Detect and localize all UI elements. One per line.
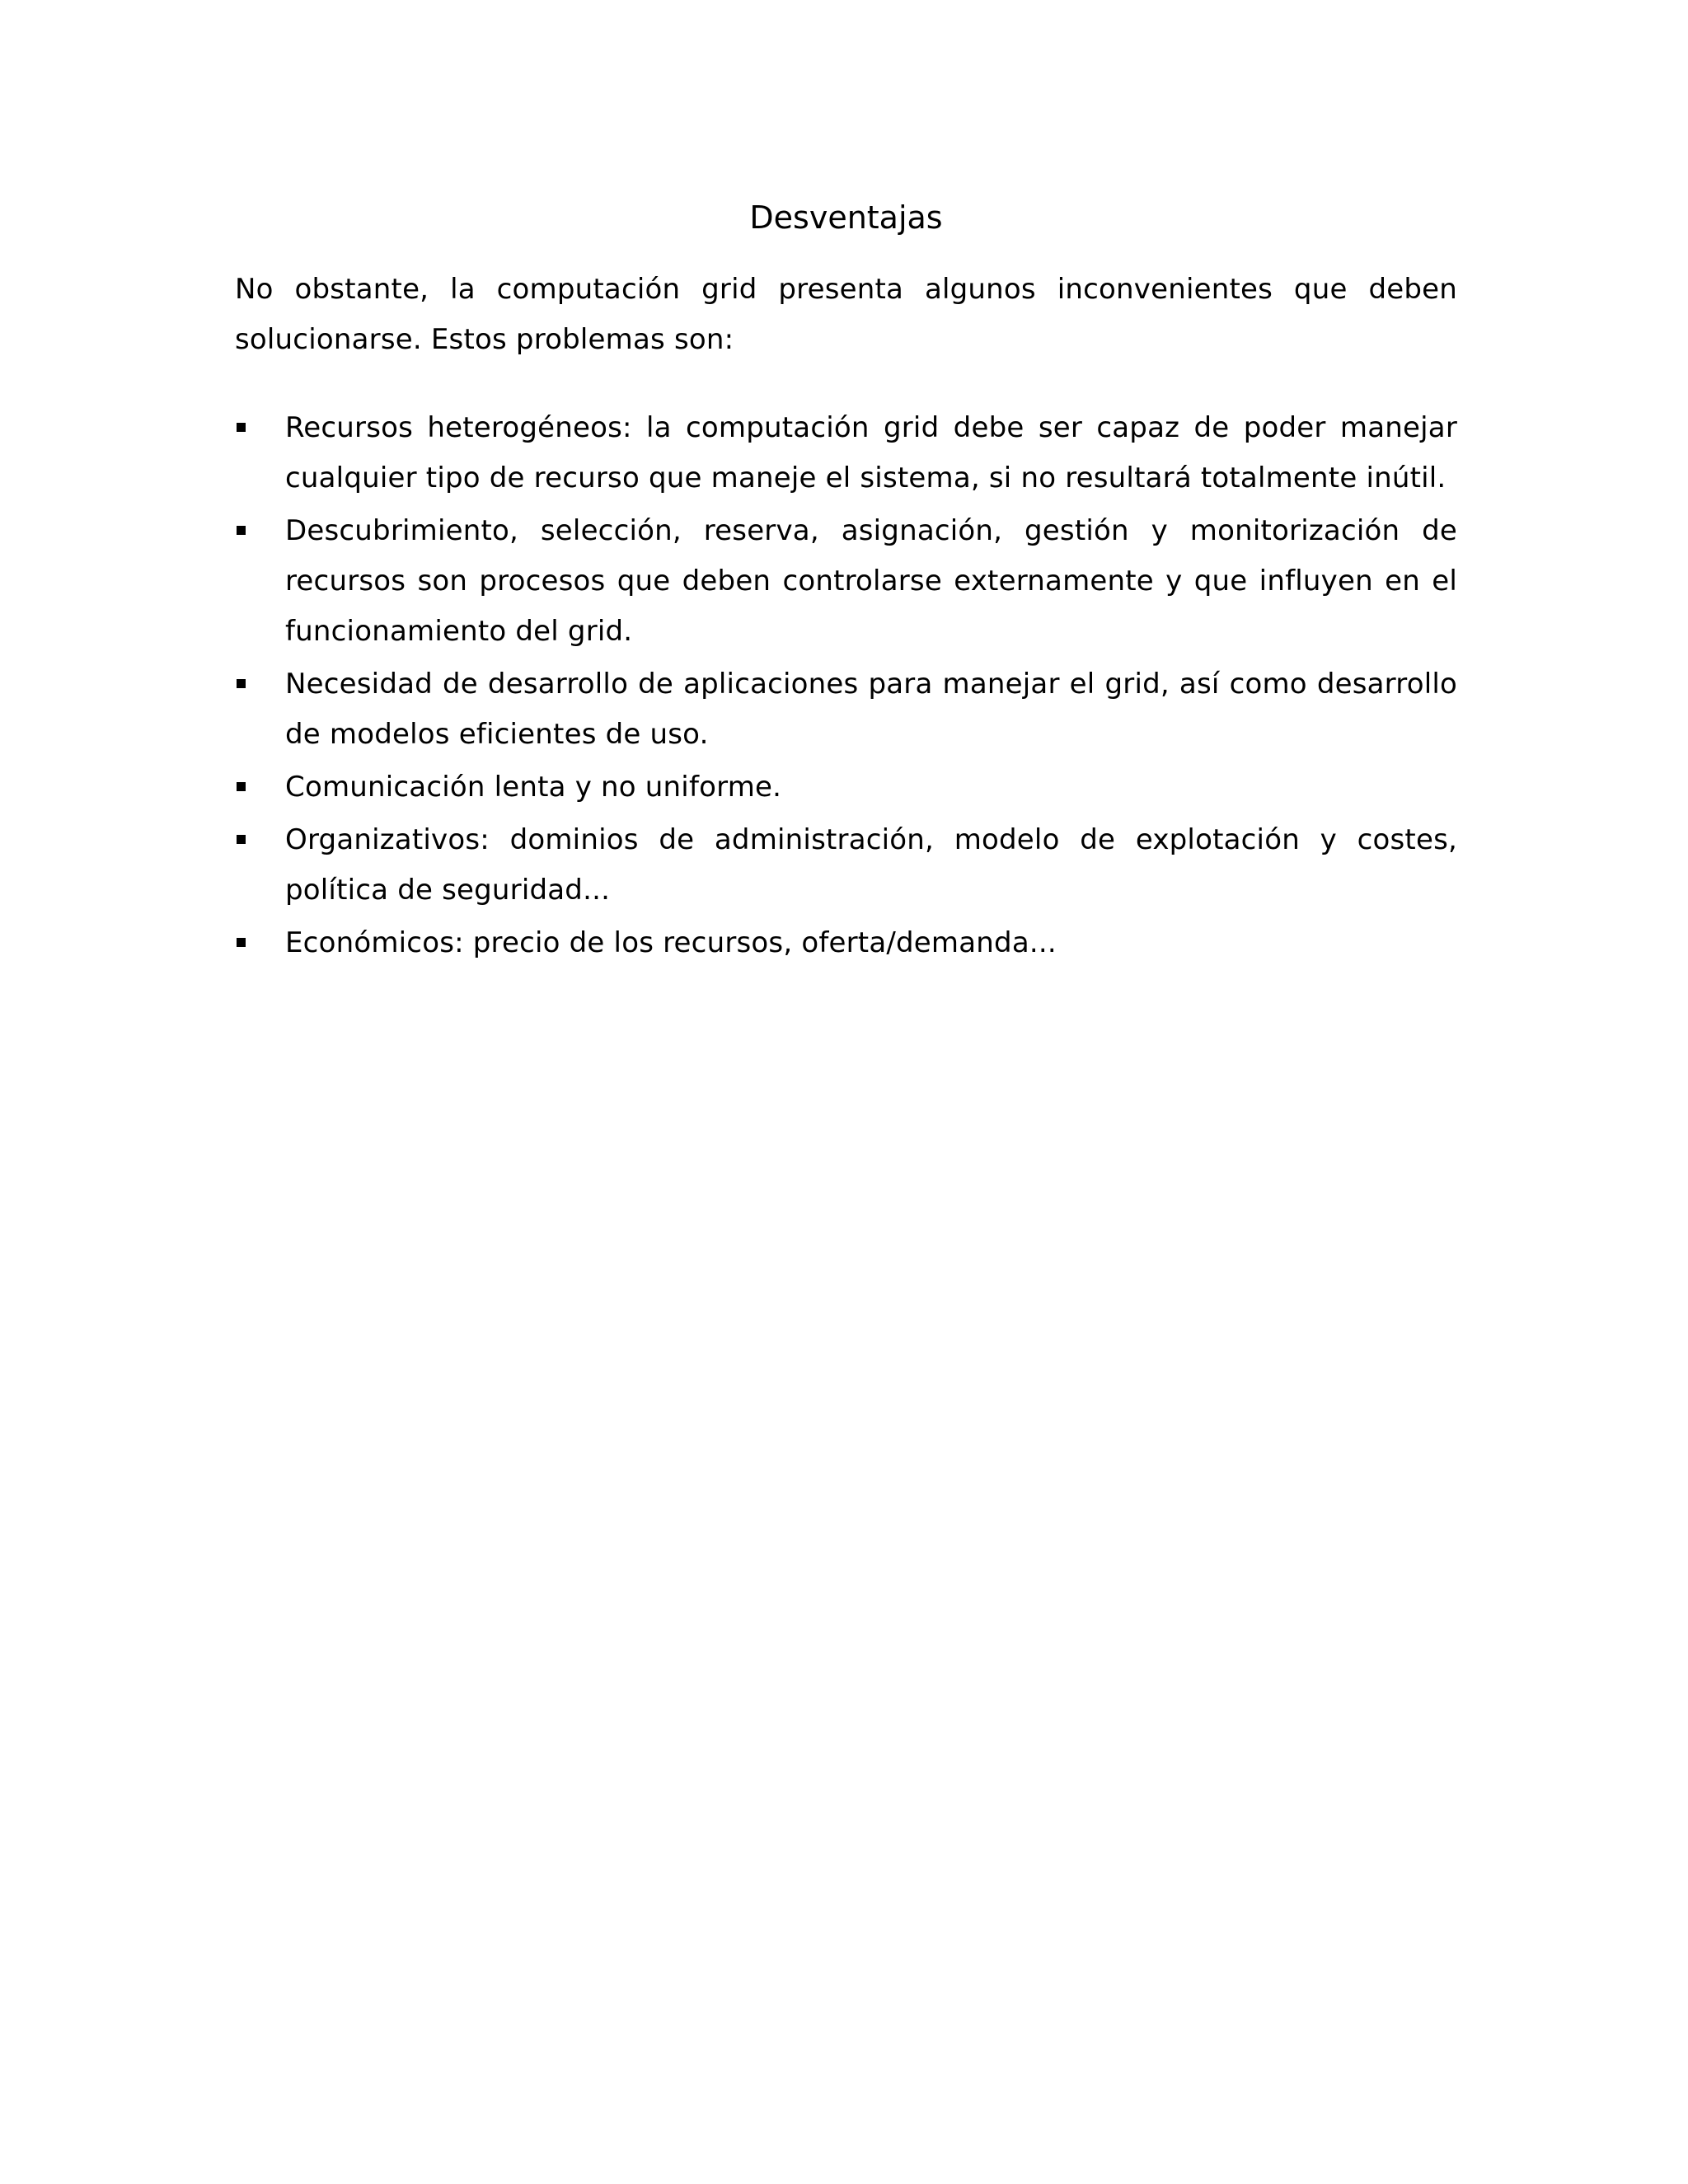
list-item xyxy=(235,506,1457,657)
square-bullet-icon xyxy=(237,835,246,844)
page-title: Desventajas xyxy=(749,199,943,236)
square-bullet-icon xyxy=(237,679,246,688)
intro-paragraph: No obstante, la computación grid presenta algunos inconvenientes que deben solucionarse. Estos problemas son: xyxy=(235,273,1457,356)
list-item-text: Descubrimiento, selección, reserva, asignación, gestión y monitorización de recursos son procesos que deben controlarse externamente y que influyen en el funcionamiento del grid. xyxy=(285,514,1457,648)
list-item xyxy=(235,815,1457,916)
list-item-text: Necesidad de desarrollo de aplicaciones para manejar el grid, así como desarrollo de modelos eficientes de uso. xyxy=(285,668,1457,751)
square-bullet-icon xyxy=(237,423,246,432)
list-item xyxy=(235,918,1457,968)
issues-list xyxy=(235,403,1457,971)
square-bullet-icon xyxy=(237,782,246,791)
list-item xyxy=(235,403,1457,504)
list-item-text: Económicos: precio de los recursos, oferta/demanda... xyxy=(285,926,1057,959)
list-item xyxy=(235,762,1457,813)
square-bullet-icon xyxy=(237,526,246,535)
list-item-text: Recursos heterogéneos: la computación grid debe ser capaz de poder manejar cualquier tipo de recurso que maneje el sistema, si no resultará totalmente inútil. xyxy=(285,411,1457,494)
list-item xyxy=(235,659,1457,760)
list-item-text: Comunicación lenta y no uniforme. xyxy=(285,771,782,804)
list-item-text: Organizativos: dominios de administración, modelo de explotación y costes, política de seguridad... xyxy=(285,823,1457,907)
square-bullet-icon xyxy=(237,938,246,947)
